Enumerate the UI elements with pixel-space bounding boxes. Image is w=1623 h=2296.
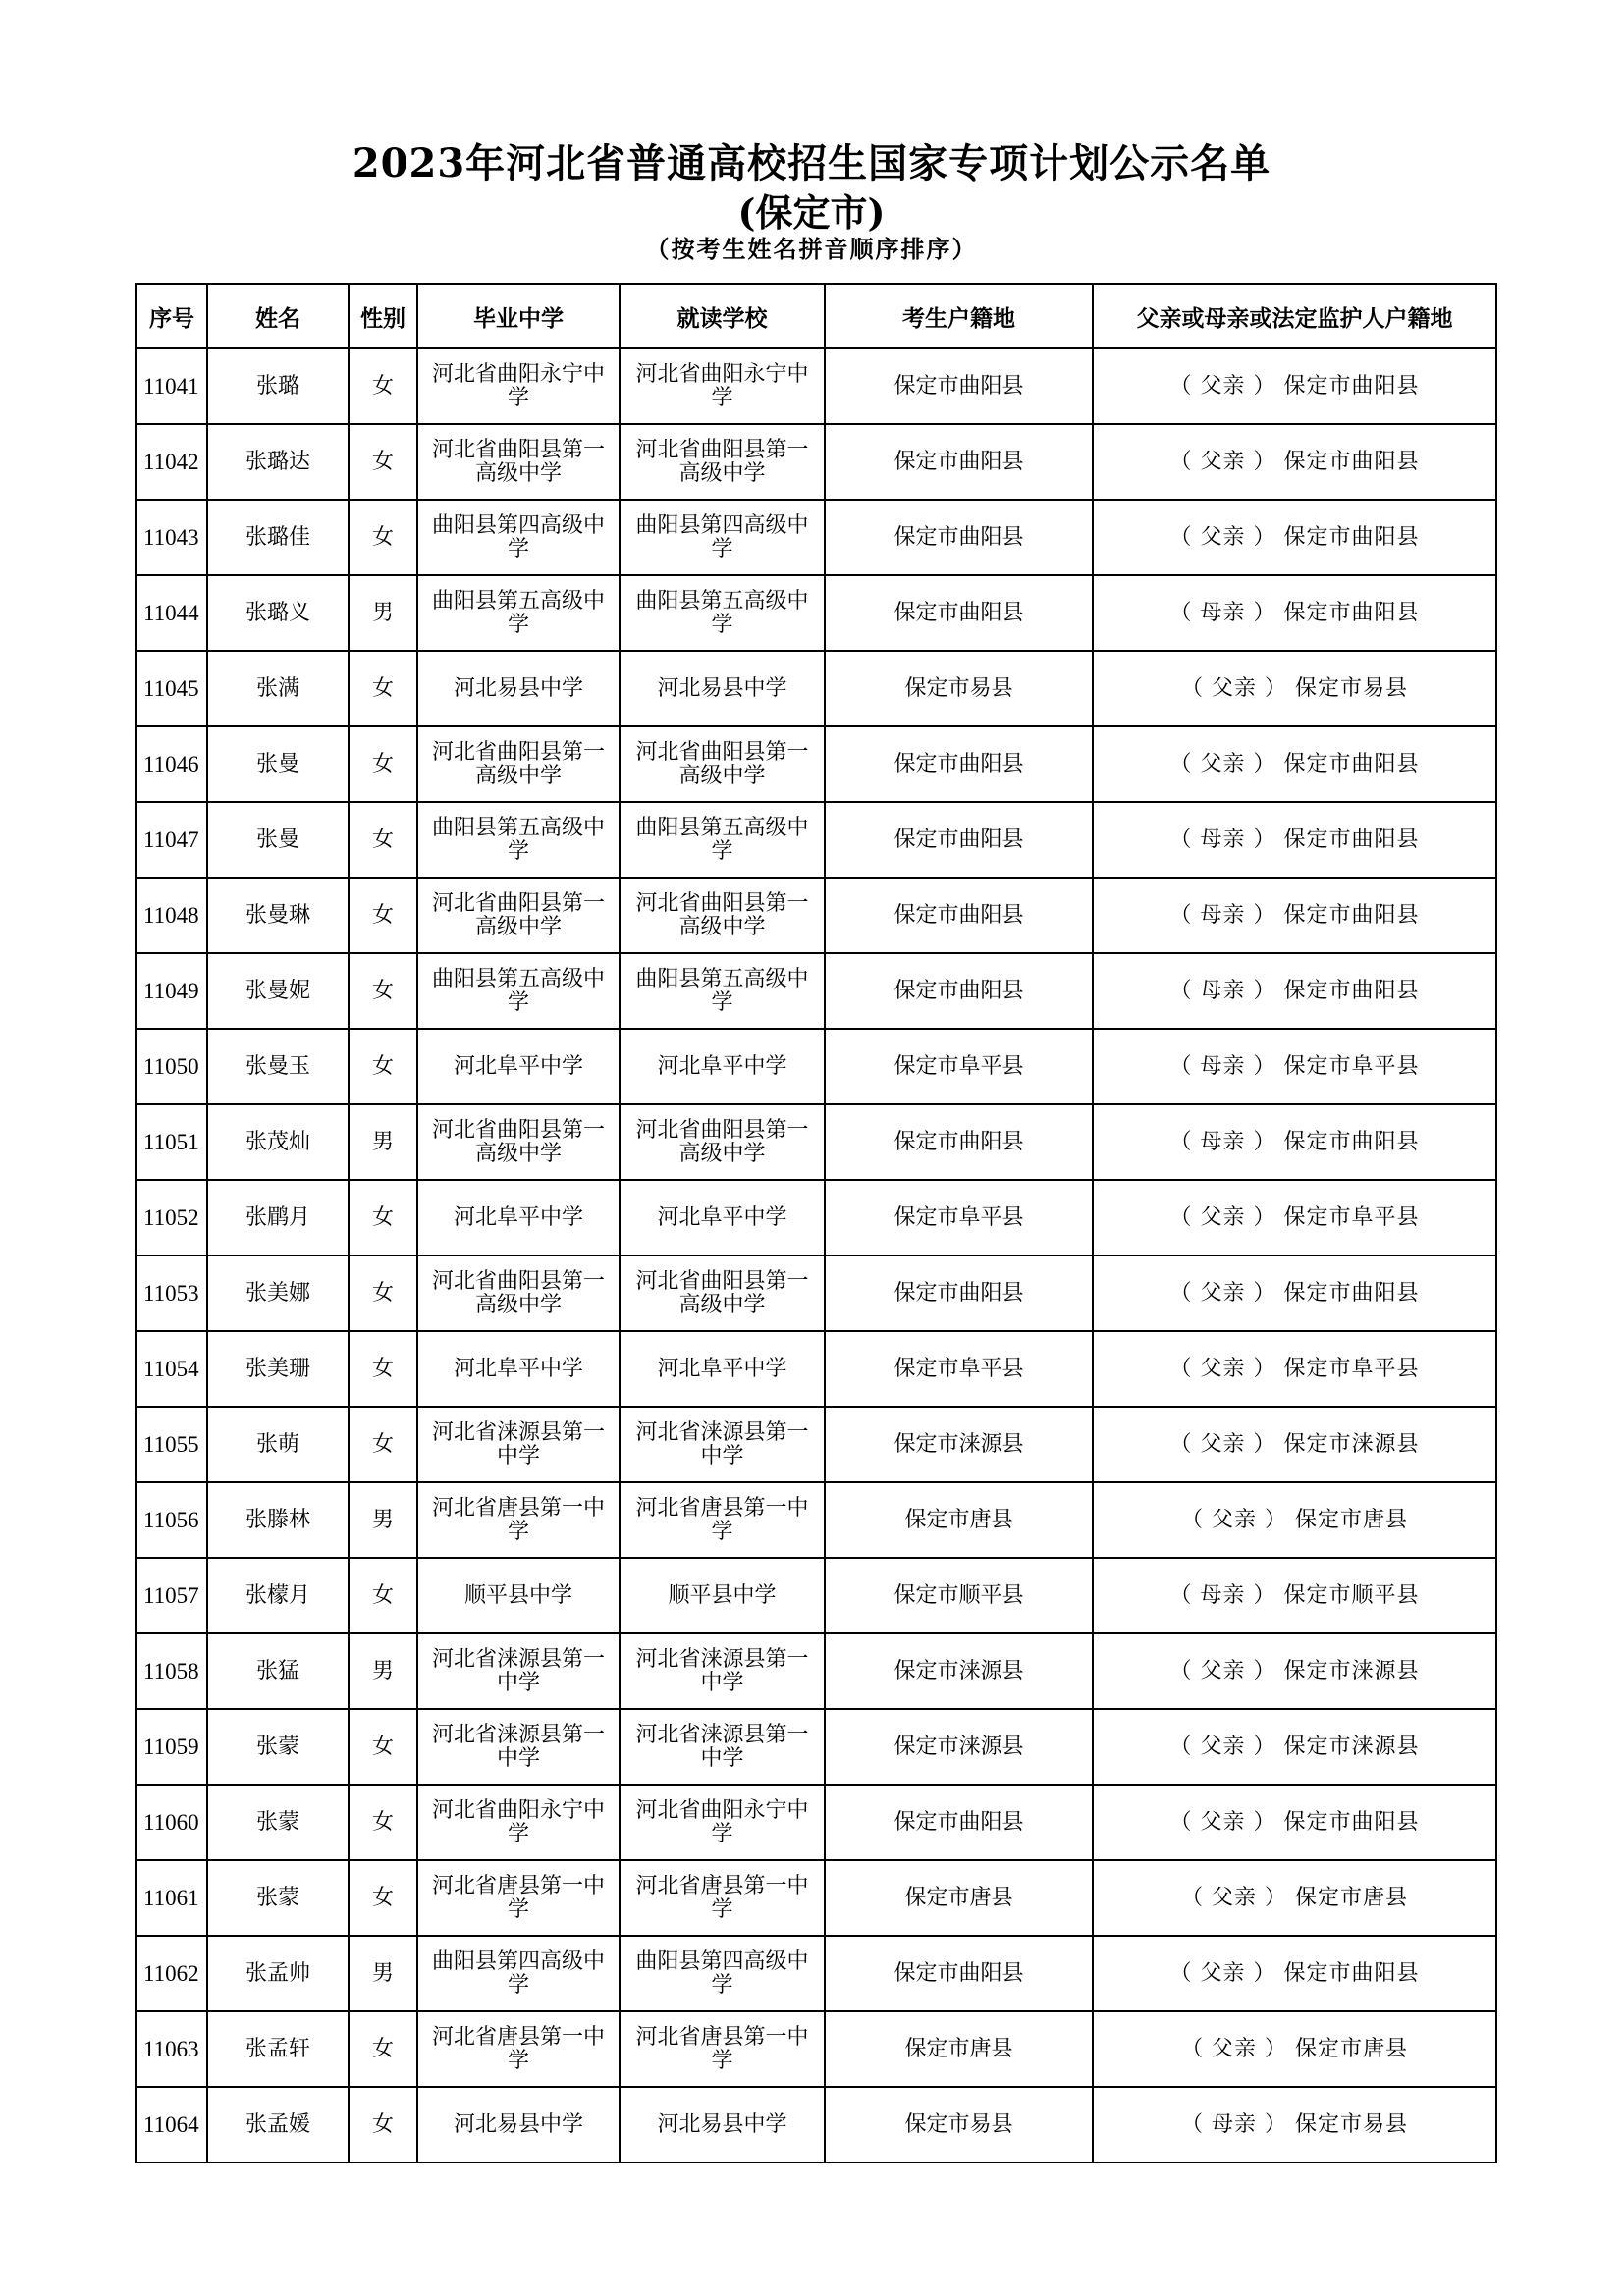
- gender-cell: 男: [349, 1633, 417, 1709]
- domicile-cell: 保定市唐县: [825, 1860, 1093, 1936]
- study-school-cell-text: 河北易县中学: [657, 2111, 787, 2137]
- grad-school-cell-text: 河北阜平中学: [453, 1204, 583, 1230]
- table-row: [136, 2011, 1496, 2087]
- study-school-cell: [620, 802, 825, 878]
- name-cell: 张檬月: [207, 1558, 349, 1633]
- name-cell: 张满: [207, 651, 349, 726]
- gender-cell: 女: [349, 1785, 417, 1860]
- seq-cell: 11058: [136, 1633, 207, 1709]
- seq-cell: 11062: [136, 1936, 207, 2011]
- grad-school-cell-text: 河北省唐县第一中学: [431, 1495, 605, 1544]
- sort-note: （按考生姓名拼音顺序排序）: [645, 236, 978, 263]
- study-school-cell-text: 河北省唐县第一中学: [635, 1495, 809, 1544]
- guardian-domicile-cell: （ 父亲 ） 保定市曲阳县: [1093, 1785, 1496, 1860]
- seq-cell: 11056: [136, 1482, 207, 1558]
- study-school-cell-text: 河北阜平中学: [657, 1204, 787, 1230]
- grad-school-cell: [417, 953, 620, 1029]
- grad-school-cell-text: 河北省曲阳县第一高级中学: [431, 890, 605, 939]
- table-row: [136, 1785, 1496, 1860]
- table-header-row: [136, 284, 1496, 348]
- header-name: 姓名: [207, 284, 349, 348]
- domicile-cell: 保定市曲阳县: [825, 575, 1093, 651]
- grad-school-cell-text: 曲阳县第四高级中学: [431, 1949, 605, 1998]
- study-school-cell-text: 曲阳县第五高级中学: [635, 815, 809, 864]
- study-school-cell: [620, 348, 825, 424]
- grad-school-cell: [417, 500, 620, 575]
- table-row: [136, 1331, 1496, 1407]
- guardian-domicile-cell: （ 父亲 ） 保定市阜平县: [1093, 1180, 1496, 1255]
- seq-cell: 11057: [136, 1558, 207, 1633]
- guardian-domicile-cell: （ 父亲 ） 保定市唐县: [1093, 2011, 1496, 2087]
- domicile-cell: 保定市唐县: [825, 1482, 1093, 1558]
- grad-school-cell: [417, 348, 620, 424]
- study-school-cell: [620, 1482, 825, 1558]
- domicile-cell: 保定市顺平县: [825, 1558, 1093, 1633]
- grad-school-cell-text: 河北省唐县第一中学: [431, 1873, 605, 1922]
- seq-cell: 11053: [136, 1255, 207, 1331]
- gender-cell: 女: [349, 878, 417, 953]
- name-cell: 张曼: [207, 802, 349, 878]
- grad-school-cell: [417, 802, 620, 878]
- grad-school-cell: [417, 1180, 620, 1255]
- study-school-cell: [620, 1029, 825, 1104]
- guardian-domicile-cell: （ 母亲 ） 保定市易县: [1093, 2087, 1496, 2163]
- grad-school-cell: [417, 726, 620, 802]
- study-school-cell-text: 曲阳县第四高级中学: [635, 512, 809, 561]
- study-school-cell-text: 河北省曲阳县第一高级中学: [635, 739, 809, 788]
- name-cell: 张璐达: [207, 424, 349, 500]
- grad-school-cell-text: 河北省曲阳永宁中学: [431, 1797, 605, 1846]
- name-cell: 张曼琳: [207, 878, 349, 953]
- grad-school-cell-text: 曲阳县第四高级中学: [431, 512, 605, 561]
- study-school-cell: [620, 1255, 825, 1331]
- grad-school-cell: [417, 1104, 620, 1180]
- gender-cell: 女: [349, 424, 417, 500]
- guardian-domicile-cell: （ 母亲 ） 保定市曲阳县: [1093, 802, 1496, 878]
- header-grad-school: 毕业中学: [417, 284, 620, 348]
- study-school-cell-text: 河北阜平中学: [657, 1356, 787, 1381]
- domicile-cell: 保定市曲阳县: [825, 802, 1093, 878]
- grad-school-cell: [417, 878, 620, 953]
- table-row: [136, 1709, 1496, 1785]
- study-school-cell: [620, 1180, 825, 1255]
- gender-cell: 女: [349, 1331, 417, 1407]
- guardian-domicile-cell: （ 父亲 ） 保定市阜平县: [1093, 1331, 1496, 1407]
- seq-cell: 11059: [136, 1709, 207, 1785]
- seq-cell: 11046: [136, 726, 207, 802]
- seq-cell: 11044: [136, 575, 207, 651]
- domicile-cell: 保定市曲阳县: [825, 1104, 1093, 1180]
- grad-school-cell-text: 河北省曲阳县第一高级中学: [431, 739, 605, 788]
- table-row: [136, 878, 1496, 953]
- study-school-cell: [620, 651, 825, 726]
- header-gender: 性别: [349, 284, 417, 348]
- grad-school-cell-text: 顺平县中学: [463, 1582, 572, 1608]
- grad-school-cell: [417, 1558, 620, 1633]
- gender-cell: 女: [349, 348, 417, 424]
- guardian-domicile-cell: （ 父亲 ） 保定市涞源县: [1093, 1709, 1496, 1785]
- study-school-cell: [620, 2011, 825, 2087]
- seq-cell: 11060: [136, 1785, 207, 1860]
- name-cell: 张鹛月: [207, 1180, 349, 1255]
- study-school-cell: [620, 424, 825, 500]
- study-school-cell-text: 河北省曲阳县第一高级中学: [635, 1117, 809, 1166]
- guardian-domicile-cell: （ 父亲 ） 保定市涞源县: [1093, 1407, 1496, 1482]
- seq-cell: 11047: [136, 802, 207, 878]
- table-row: [136, 1936, 1496, 2011]
- grad-school-cell-text: 河北省涞源县第一中学: [431, 1419, 605, 1468]
- study-school-cell-text: 河北省涞源县第一中学: [635, 1646, 809, 1695]
- grad-school-cell-text: 河北阜平中学: [453, 1356, 583, 1381]
- domicile-cell: 保定市曲阳县: [825, 726, 1093, 802]
- table-row: [136, 802, 1496, 878]
- name-cell: 张茂灿: [207, 1104, 349, 1180]
- gender-cell: 男: [349, 1104, 417, 1180]
- grad-school-cell: [417, 1407, 620, 1482]
- domicile-cell: 保定市易县: [825, 651, 1093, 726]
- guardian-domicile-cell: （ 母亲 ） 保定市顺平县: [1093, 1558, 1496, 1633]
- gender-cell: 男: [349, 575, 417, 651]
- table-row: [136, 424, 1496, 500]
- gender-cell: 女: [349, 1255, 417, 1331]
- study-school-cell: [620, 500, 825, 575]
- grad-school-cell: [417, 1331, 620, 1407]
- grad-school-cell: [417, 1709, 620, 1785]
- guardian-domicile-cell: （ 父亲 ） 保定市涞源县: [1093, 1633, 1496, 1709]
- seq-cell: 11043: [136, 500, 207, 575]
- guardian-domicile-cell: （ 父亲 ） 保定市曲阳县: [1093, 424, 1496, 500]
- name-cell: 张蒙: [207, 1860, 349, 1936]
- gender-cell: 女: [349, 1709, 417, 1785]
- study-school-cell: [620, 726, 825, 802]
- study-school-cell: [620, 575, 825, 651]
- name-cell: 张曼: [207, 726, 349, 802]
- guardian-domicile-cell: （ 母亲 ） 保定市曲阳县: [1093, 953, 1496, 1029]
- name-cell: 张曼妮: [207, 953, 349, 1029]
- study-school-cell-text: 曲阳县第四高级中学: [635, 1949, 809, 1998]
- table-row: [136, 953, 1496, 1029]
- header-seq: 序号: [136, 284, 207, 348]
- table-row: [136, 1029, 1496, 1104]
- name-cell: 张猛: [207, 1633, 349, 1709]
- grad-school-cell-text: 河北省曲阳县第一高级中学: [431, 1117, 605, 1166]
- table-row: [136, 1180, 1496, 1255]
- seq-cell: 11041: [136, 348, 207, 424]
- name-cell: 张萌: [207, 1407, 349, 1482]
- seq-cell: 11064: [136, 2087, 207, 2163]
- grad-school-cell-text: 河北省曲阳县第一高级中学: [431, 1268, 605, 1317]
- gender-cell: 男: [349, 1936, 417, 2011]
- grad-school-cell: [417, 1482, 620, 1558]
- domicile-cell: 保定市阜平县: [825, 1029, 1093, 1104]
- table-row: [136, 348, 1496, 424]
- study-school-cell: [620, 1104, 825, 1180]
- gender-cell: 女: [349, 1029, 417, 1104]
- domicile-cell: 保定市涞源县: [825, 1407, 1093, 1482]
- guardian-domicile-cell: （ 母亲 ） 保定市曲阳县: [1093, 1104, 1496, 1180]
- grad-school-cell: [417, 2087, 620, 2163]
- gender-cell: 女: [349, 1180, 417, 1255]
- name-cell: 张美珊: [207, 1331, 349, 1407]
- seq-cell: 11050: [136, 1029, 207, 1104]
- table-row: [136, 1860, 1496, 1936]
- domicile-cell: 保定市曲阳县: [825, 424, 1093, 500]
- domicile-cell: 保定市唐县: [825, 2011, 1093, 2087]
- table-row: [136, 1633, 1496, 1709]
- name-cell: 张美娜: [207, 1255, 349, 1331]
- domicile-cell: 保定市阜平县: [825, 1180, 1093, 1255]
- name-cell: 张曼玉: [207, 1029, 349, 1104]
- study-school-cell-text: 河北省曲阳县第一高级中学: [635, 890, 809, 939]
- guardian-domicile-cell: （ 父亲 ） 保定市易县: [1093, 651, 1496, 726]
- gender-cell: 女: [349, 500, 417, 575]
- guardian-domicile-cell: （ 父亲 ） 保定市曲阳县: [1093, 1936, 1496, 2011]
- name-cell: 张璐佳: [207, 500, 349, 575]
- roster-table: [135, 283, 1497, 2163]
- table-row: [136, 1407, 1496, 1482]
- grad-school-cell-text: 河北省曲阳县第一高级中学: [431, 437, 605, 486]
- study-school-cell-text: 河北省唐县第一中学: [635, 1873, 809, 1922]
- study-school-cell-text: 河北省曲阳县第一高级中学: [635, 1268, 809, 1317]
- gender-cell: 女: [349, 802, 417, 878]
- domicile-cell: 保定市曲阳县: [825, 1255, 1093, 1331]
- grad-school-cell: [417, 1255, 620, 1331]
- study-school-cell-text: 曲阳县第五高级中学: [635, 588, 809, 637]
- table-row: [136, 1558, 1496, 1633]
- study-school-cell: [620, 1558, 825, 1633]
- seq-cell: 11051: [136, 1104, 207, 1180]
- grad-school-cell-text: 河北省唐县第一中学: [431, 2024, 605, 2073]
- name-cell: 张滕林: [207, 1482, 349, 1558]
- domicile-cell: 保定市曲阳县: [825, 1785, 1093, 1860]
- guardian-domicile-cell: （ 母亲 ） 保定市曲阳县: [1093, 878, 1496, 953]
- gender-cell: 女: [349, 651, 417, 726]
- study-school-cell: [620, 1633, 825, 1709]
- name-cell: 张孟轩: [207, 2011, 349, 2087]
- study-school-cell-text: 顺平县中学: [668, 1582, 777, 1608]
- domicile-cell: 保定市阜平县: [825, 1331, 1093, 1407]
- seq-cell: 11055: [136, 1407, 207, 1482]
- grad-school-cell: [417, 575, 620, 651]
- grad-school-cell-text: 曲阳县第五高级中学: [431, 966, 605, 1015]
- study-school-cell: [620, 1936, 825, 2011]
- domicile-cell: 保定市曲阳县: [825, 953, 1093, 1029]
- grad-school-cell-text: 河北省涞源县第一中学: [431, 1646, 605, 1695]
- name-cell: 张蒙: [207, 1785, 349, 1860]
- study-school-cell: [620, 1709, 825, 1785]
- guardian-domicile-cell: （ 母亲 ） 保定市曲阳县: [1093, 575, 1496, 651]
- domicile-cell: 保定市曲阳县: [825, 1936, 1093, 2011]
- study-school-cell-text: 曲阳县第五高级中学: [635, 966, 809, 1015]
- grad-school-cell: [417, 424, 620, 500]
- domicile-cell: 保定市涞源县: [825, 1633, 1093, 1709]
- grad-school-cell-text: 河北省涞源县第一中学: [431, 1722, 605, 1771]
- guardian-domicile-cell: （ 父亲 ） 保定市唐县: [1093, 1482, 1496, 1558]
- grad-school-cell-text: 河北易县中学: [453, 675, 583, 701]
- study-school-cell-text: 河北省涞源县第一中学: [635, 1722, 809, 1771]
- grad-school-cell-text: 河北省曲阳永宁中学: [431, 361, 605, 410]
- study-school-cell-text: 河北省曲阳永宁中学: [635, 361, 809, 410]
- header-study-school: 就读学校: [620, 284, 825, 348]
- table-row: [136, 500, 1496, 575]
- table-body: [136, 348, 1496, 2163]
- table-row: [136, 726, 1496, 802]
- grad-school-cell-text: 河北阜平中学: [453, 1053, 583, 1079]
- grad-school-cell: [417, 651, 620, 726]
- gender-cell: 女: [349, 2011, 417, 2087]
- study-school-cell: [620, 1860, 825, 1936]
- page-subtitle: (保定市): [737, 190, 886, 235]
- study-school-cell-text: 河北省曲阳永宁中学: [635, 1797, 809, 1846]
- study-school-cell-text: 河北省唐县第一中学: [635, 2024, 809, 2073]
- name-cell: 张孟媛: [207, 2087, 349, 2163]
- domicile-cell: 保定市曲阳县: [825, 348, 1093, 424]
- seq-cell: 11045: [136, 651, 207, 726]
- domicile-cell: 保定市涞源县: [825, 1709, 1093, 1785]
- grad-school-cell: [417, 1633, 620, 1709]
- table-row: [136, 1104, 1496, 1180]
- gender-cell: 女: [349, 1558, 417, 1633]
- study-school-cell: [620, 1785, 825, 1860]
- header-guardian-domicile: 父亲或母亲或法定监护人户籍地: [1093, 284, 1496, 348]
- name-cell: 张璐: [207, 348, 349, 424]
- guardian-domicile-cell: （ 父亲 ） 保定市曲阳县: [1093, 1255, 1496, 1331]
- gender-cell: 女: [349, 726, 417, 802]
- guardian-domicile-cell: （ 父亲 ） 保定市唐县: [1093, 1860, 1496, 1936]
- seq-cell: 11054: [136, 1331, 207, 1407]
- grad-school-cell: [417, 1860, 620, 1936]
- seq-cell: 11042: [136, 424, 207, 500]
- gender-cell: 女: [349, 2087, 417, 2163]
- grad-school-cell-text: 曲阳县第五高级中学: [431, 588, 605, 637]
- study-school-cell-text: 河北阜平中学: [657, 1053, 787, 1079]
- grad-school-cell-text: 河北易县中学: [453, 2111, 583, 2137]
- gender-cell: 女: [349, 1407, 417, 1482]
- domicile-cell: 保定市曲阳县: [825, 500, 1093, 575]
- table-row: [136, 2087, 1496, 2163]
- page-title: 2023年河北省普通高校招生国家专项计划公示名单: [352, 140, 1271, 187]
- grad-school-cell: [417, 1936, 620, 2011]
- guardian-domicile-cell: （ 父亲 ） 保定市曲阳县: [1093, 348, 1496, 424]
- gender-cell: 女: [349, 953, 417, 1029]
- domicile-cell: 保定市易县: [825, 2087, 1093, 2163]
- seq-cell: 11048: [136, 878, 207, 953]
- grad-school-cell: [417, 1785, 620, 1860]
- name-cell: 张蒙: [207, 1709, 349, 1785]
- header-domicile: 考生户籍地: [825, 284, 1093, 348]
- grad-school-cell: [417, 2011, 620, 2087]
- guardian-domicile-cell: （ 母亲 ） 保定市阜平县: [1093, 1029, 1496, 1104]
- study-school-cell: [620, 878, 825, 953]
- study-school-cell: [620, 953, 825, 1029]
- domicile-cell: 保定市曲阳县: [825, 878, 1093, 953]
- table-row: [136, 651, 1496, 726]
- study-school-cell-text: 河北省曲阳县第一高级中学: [635, 437, 809, 486]
- guardian-domicile-cell: （ 父亲 ） 保定市曲阳县: [1093, 726, 1496, 802]
- grad-school-cell-text: 曲阳县第五高级中学: [431, 815, 605, 864]
- name-cell: 张璐义: [207, 575, 349, 651]
- gender-cell: 女: [349, 1860, 417, 1936]
- grad-school-cell: [417, 1029, 620, 1104]
- table-row: [136, 1255, 1496, 1331]
- seq-cell: 11052: [136, 1180, 207, 1255]
- study-school-cell-text: 河北易县中学: [657, 675, 787, 701]
- study-school-cell: [620, 2087, 825, 2163]
- study-school-cell: [620, 1331, 825, 1407]
- study-school-cell: [620, 1407, 825, 1482]
- seq-cell: 11061: [136, 1860, 207, 1936]
- study-school-cell-text: 河北省涞源县第一中学: [635, 1419, 809, 1468]
- guardian-domicile-cell: （ 父亲 ） 保定市曲阳县: [1093, 500, 1496, 575]
- seq-cell: 11063: [136, 2011, 207, 2087]
- seq-cell: 11049: [136, 953, 207, 1029]
- table-row: [136, 1482, 1496, 1558]
- table-row: [136, 575, 1496, 651]
- gender-cell: 男: [349, 1482, 417, 1558]
- name-cell: 张孟帅: [207, 1936, 349, 2011]
